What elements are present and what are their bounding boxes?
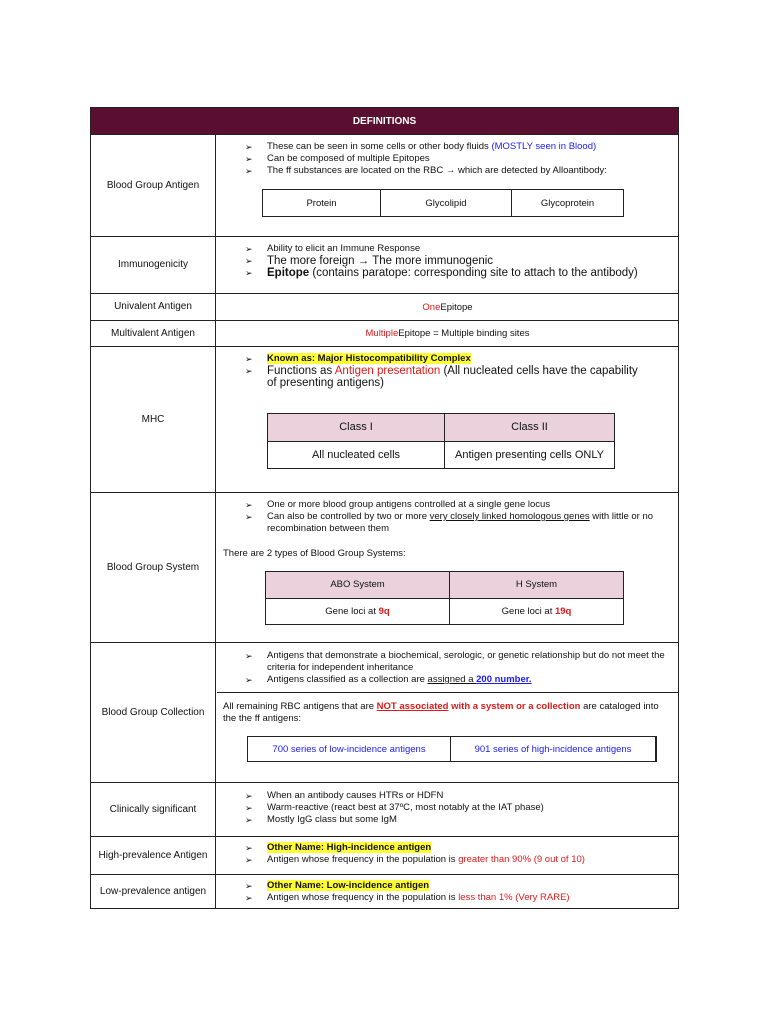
table-header-cell: H System [450, 572, 624, 599]
arrow-bullet-icon: ➢ [245, 843, 253, 853]
arrow-bullet-icon: ➢ [245, 142, 253, 152]
term-label: Immunogenicity [91, 237, 216, 293]
list-item: ➢ Other Name: Low-incidence antigen [245, 880, 430, 891]
table-cell: Glycoprotein [512, 190, 624, 217]
table-cell: Gene loci at 19q [450, 598, 624, 625]
term-label: Multivalent Antigen [91, 321, 216, 346]
row-blood-group-antigen [91, 134, 678, 236]
arrow-bullet-icon: ➢ [245, 803, 253, 813]
arrow-bullet-icon: ➢ [245, 855, 253, 865]
definition-cell [217, 837, 678, 874]
series-table [247, 736, 657, 762]
list-item: ➢ Known as: Major Histocompatibility Complex [245, 353, 471, 364]
term-label: Blood Group Collection [91, 643, 216, 782]
term-label: Blood Group Antigen [91, 135, 216, 236]
arrow-bullet-icon: ➢ [245, 675, 253, 685]
definition-cell [217, 643, 678, 782]
list-item: ➢ Other Name: High-incidence antigen [245, 842, 432, 853]
term-label: Low-prevalence antigen [91, 875, 216, 908]
list-item: ➢ The more foreign → The more immunogenic [245, 255, 494, 267]
mhc-class-table [267, 413, 615, 469]
term-label: Clinically significant [91, 783, 216, 836]
list-item: ➢ Antigen whose frequency in the population is less than 1% (Very RARE) [245, 892, 570, 903]
table-cell: Glycolipid [381, 190, 512, 217]
row-mhc [91, 346, 678, 492]
row-blood-group-system [91, 492, 678, 642]
table-cell: Antigen presenting cells ONLY [445, 441, 615, 469]
list-item: ➢ Epitope (contains paratope: corresponding site to attach to the antibody) [245, 267, 638, 279]
substances-table [262, 189, 624, 217]
table-cell: Gene loci at 9q [266, 598, 450, 625]
list-item: ➢ These can be seen in some cells or other body fluids (MOSTLY seen in Blood) [245, 141, 597, 152]
row-univalent-antigen [91, 293, 678, 320]
list-item: ➢ Antigen whose frequency in the population is greater than 90% (9 out of 10) [245, 854, 585, 865]
table-header: DEFINITIONS [91, 108, 678, 134]
arrow-bullet-icon: ➢ [245, 256, 253, 266]
definition-cell [217, 135, 678, 236]
table-cell: Protein [263, 190, 381, 217]
arrow-bullet-icon: ➢ [245, 366, 253, 376]
definition-cell [217, 875, 678, 908]
arrow-bullet-icon: ➢ [245, 500, 253, 510]
table-header-cell: Class II [445, 414, 615, 442]
definition-cell: Multiple Epitope = Multiple binding sites [365, 328, 530, 339]
arrow-bullet-icon: ➢ [245, 881, 253, 891]
term-label: Blood Group System [91, 493, 216, 642]
table-header-cell: ABO System [266, 572, 450, 599]
bullet-list [217, 842, 678, 866]
term-label: High-prevalence Antigen [91, 837, 216, 874]
row-multivalent-antigen [91, 320, 678, 346]
arrow-bullet-icon: ➢ [245, 268, 253, 278]
row-immunogenicity [91, 236, 678, 293]
definition-cell [217, 493, 678, 642]
bullet-list [217, 880, 678, 904]
arrow-bullet-icon: ➢ [245, 651, 253, 661]
definition-cell [217, 237, 678, 293]
list-item: ➢ The ff substances are located on the RBC → which are detected by Alloantibody: [245, 165, 607, 176]
bullet-list [217, 365, 678, 389]
table-cell: All nucleated cells [268, 441, 445, 469]
arrow-bullet-icon: ➢ [245, 893, 253, 903]
list-item: ➢ Mostly IgG class but some IgM [245, 814, 397, 825]
arrow-bullet-icon: ➢ [245, 512, 253, 522]
types-text: There are 2 types of Blood Group Systems: [223, 548, 406, 559]
bullet-list [217, 141, 678, 177]
table-cell: 901 series of high-incidence antigens [451, 737, 657, 762]
arrow-bullet-icon: ➢ [245, 244, 253, 254]
arrow-bullet-icon: ➢ [245, 354, 253, 364]
list-item: ➢ Antigens classified as a collection are assigned a 200 number. [245, 674, 532, 685]
table-header-cell: Class I [268, 414, 445, 442]
list-item: ➢ Ability to elicit an Immune Response [245, 243, 421, 254]
row-low-prevalence-antigen [91, 874, 678, 908]
remaining-antigens-text: All remaining RBC antigens that are NOT associated with a system or a collection are cataloged into the the ff antigens: [223, 701, 659, 724]
row-high-prevalence-antigen [91, 836, 678, 874]
definitions-table [90, 107, 679, 909]
list-item: ➢ Can be composed of multiple Epitopes [245, 153, 430, 164]
definition-cell: One Epitope [422, 301, 473, 313]
arrow-bullet-icon: ➢ [245, 166, 253, 176]
term-label: Univalent Antigen [91, 294, 216, 320]
row-clinically-significant [91, 782, 678, 836]
bullet-list [217, 243, 678, 255]
blood-group-system-table [265, 571, 624, 625]
bullet-list [217, 499, 678, 535]
definition-cell [217, 783, 678, 836]
list-item: ➢ When an antibody causes HTRs or HDFN [245, 790, 444, 801]
list-item: ➢ One or more blood group antigens controlled at a single gene locus [245, 499, 551, 510]
list-item: ➢ Warm-reactive (react best at 37ºC, most notably at the IAT phase) [245, 802, 544, 813]
bullet-list [217, 650, 678, 686]
bullet-list [217, 353, 678, 365]
row-blood-group-collection [91, 642, 678, 782]
bullet-list [217, 790, 678, 826]
arrow-bullet-icon: ➢ [245, 791, 253, 801]
definition-cell [217, 347, 678, 492]
arrow-bullet-icon: ➢ [245, 154, 253, 164]
cell-divider [217, 692, 678, 693]
bullet-list [217, 255, 678, 279]
list-item: ➢ Antigens that demonstrate a biochemical, serologic, or genetic relationship but do not meet the criteria for independent inheritance [245, 650, 665, 673]
table-cell: 700 series of low-incidence antigens [248, 737, 451, 762]
list-item: ➢ Functions as Antigen presentation (All nucleated cells have the capability of presenting antigens) [245, 365, 638, 389]
list-item: ➢ Can also be controlled by two or more very closely linked homologous genes with little or no recombination between them [245, 511, 654, 534]
term-label: MHC [91, 347, 216, 492]
arrow-bullet-icon: ➢ [245, 815, 253, 825]
